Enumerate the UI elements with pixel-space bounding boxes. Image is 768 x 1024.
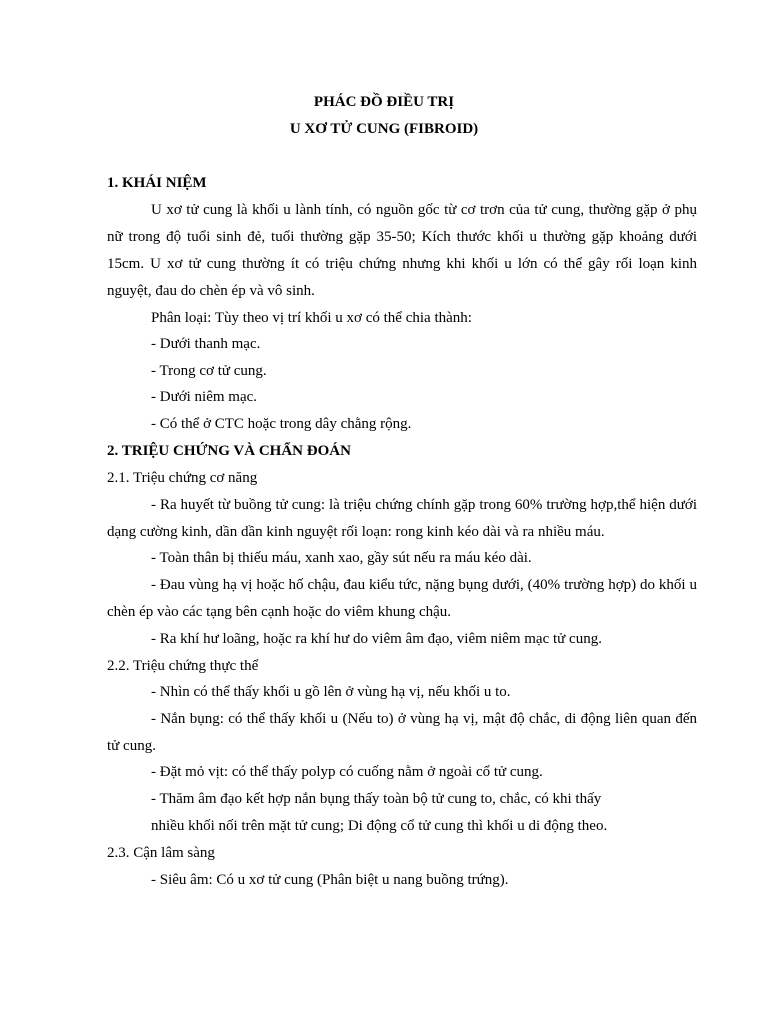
paragraph-line: - Ra huyết từ buồng tử cung: là triệu chứng chính gặp trong 60% trường hợp,thể hiện dưới [151,497,697,513]
paragraph-line: - Siêu âm: Có u xơ tử cung (Phân biệt u nang buồng trứng). [151,872,509,888]
classification-line: Phân loại: Tùy theo vị trí khối u xơ có thể chia thành: [151,310,472,326]
paragraph-line: 15cm. U xơ tử cung thường ít có triệu chứng nhưng khi khối u lớn có thể gây rối loạn kinh [107,256,697,272]
paragraph-line: U xơ tử cung là khối u lành tính, có nguồn gốc từ cơ trơn của tử cung, thường gặp ở phụ [151,202,697,218]
paragraph-line: tử cung. [107,738,156,754]
paragraph-line: - Toàn thân bị thiếu máu, xanh xao, gầy sút nếu ra máu kéo dài. [151,550,532,566]
title-line-1: PHÁC ĐỒ ĐIỀU TRỊ [313,94,455,110]
paragraph-line: chèn ép vào các tạng bên cạnh hoặc do viêm khung chậu. [107,604,452,620]
paragraph-line: - Đau vùng hạ vị hoặc hố chậu, đau kiểu tức, nặng bụng dưới, (40% trường hợp) do khối u [151,577,697,593]
paragraph-line: nguyệt, đau do chèn ép và vô sinh. [107,283,315,299]
subsection-heading: 2.1. Triệu chứng cơ năng [107,470,258,486]
title-line-2: U XƠ TỬ CUNG (FIBROID) [289,121,479,137]
section-1-heading: 1. KHÁI NIỆM [107,175,207,191]
list-item: - Dưới niêm mạc. [151,389,258,405]
section-2-heading: 2. TRIỆU CHỨNG VÀ CHẨN ĐOÁN [107,443,351,459]
paragraph-line: - Nắn bụng: có thể thấy khối u (Nếu to) ở vùng hạ vị, mật độ chắc, di động liên quan đến [151,711,697,727]
list-item: - Trong cơ tử cung. [151,363,267,379]
paragraph-line: dạng cường kinh, dần dần kinh nguyệt rối loạn: rong kinh kéo dài và ra nhiều máu. [107,524,605,540]
paragraph-line: nhiều khối nối trên mặt tử cung; Di động cổ tử cung thì khối u di động theo. [151,818,608,834]
paragraph-line: - Thăm âm đạo kết hợp nắn bụng thấy toàn bộ tử cung to, chắc, có khi thấy [151,791,602,807]
list-item: - Có thể ở CTC hoặc trong dây chằng rộng. [151,416,412,432]
subsection-heading: 2.2. Triệu chứng thực thể [107,658,259,674]
paragraph-line: - Nhìn có thể thấy khối u gồ lên ở vùng hạ vị, nếu khối u to. [151,684,511,700]
paragraph-line: - Đặt mỏ vịt: có thể thấy polyp có cuống nằm ở ngoài cổ tử cung. [151,764,543,780]
paragraph-line: - Ra khí hư loãng, hoặc ra khí hư do viêm âm đạo, viêm niêm mạc tử cung. [151,631,602,647]
list-item: - Dưới thanh mạc. [151,336,261,352]
paragraph-line: nữ trong độ tuổi sinh đẻ, tuổi thường gặp 35-50; Kích thước khối u thường gặp khoảng dưới [107,229,697,245]
subsection-heading: 2.3. Cận lâm sàng [107,845,215,861]
